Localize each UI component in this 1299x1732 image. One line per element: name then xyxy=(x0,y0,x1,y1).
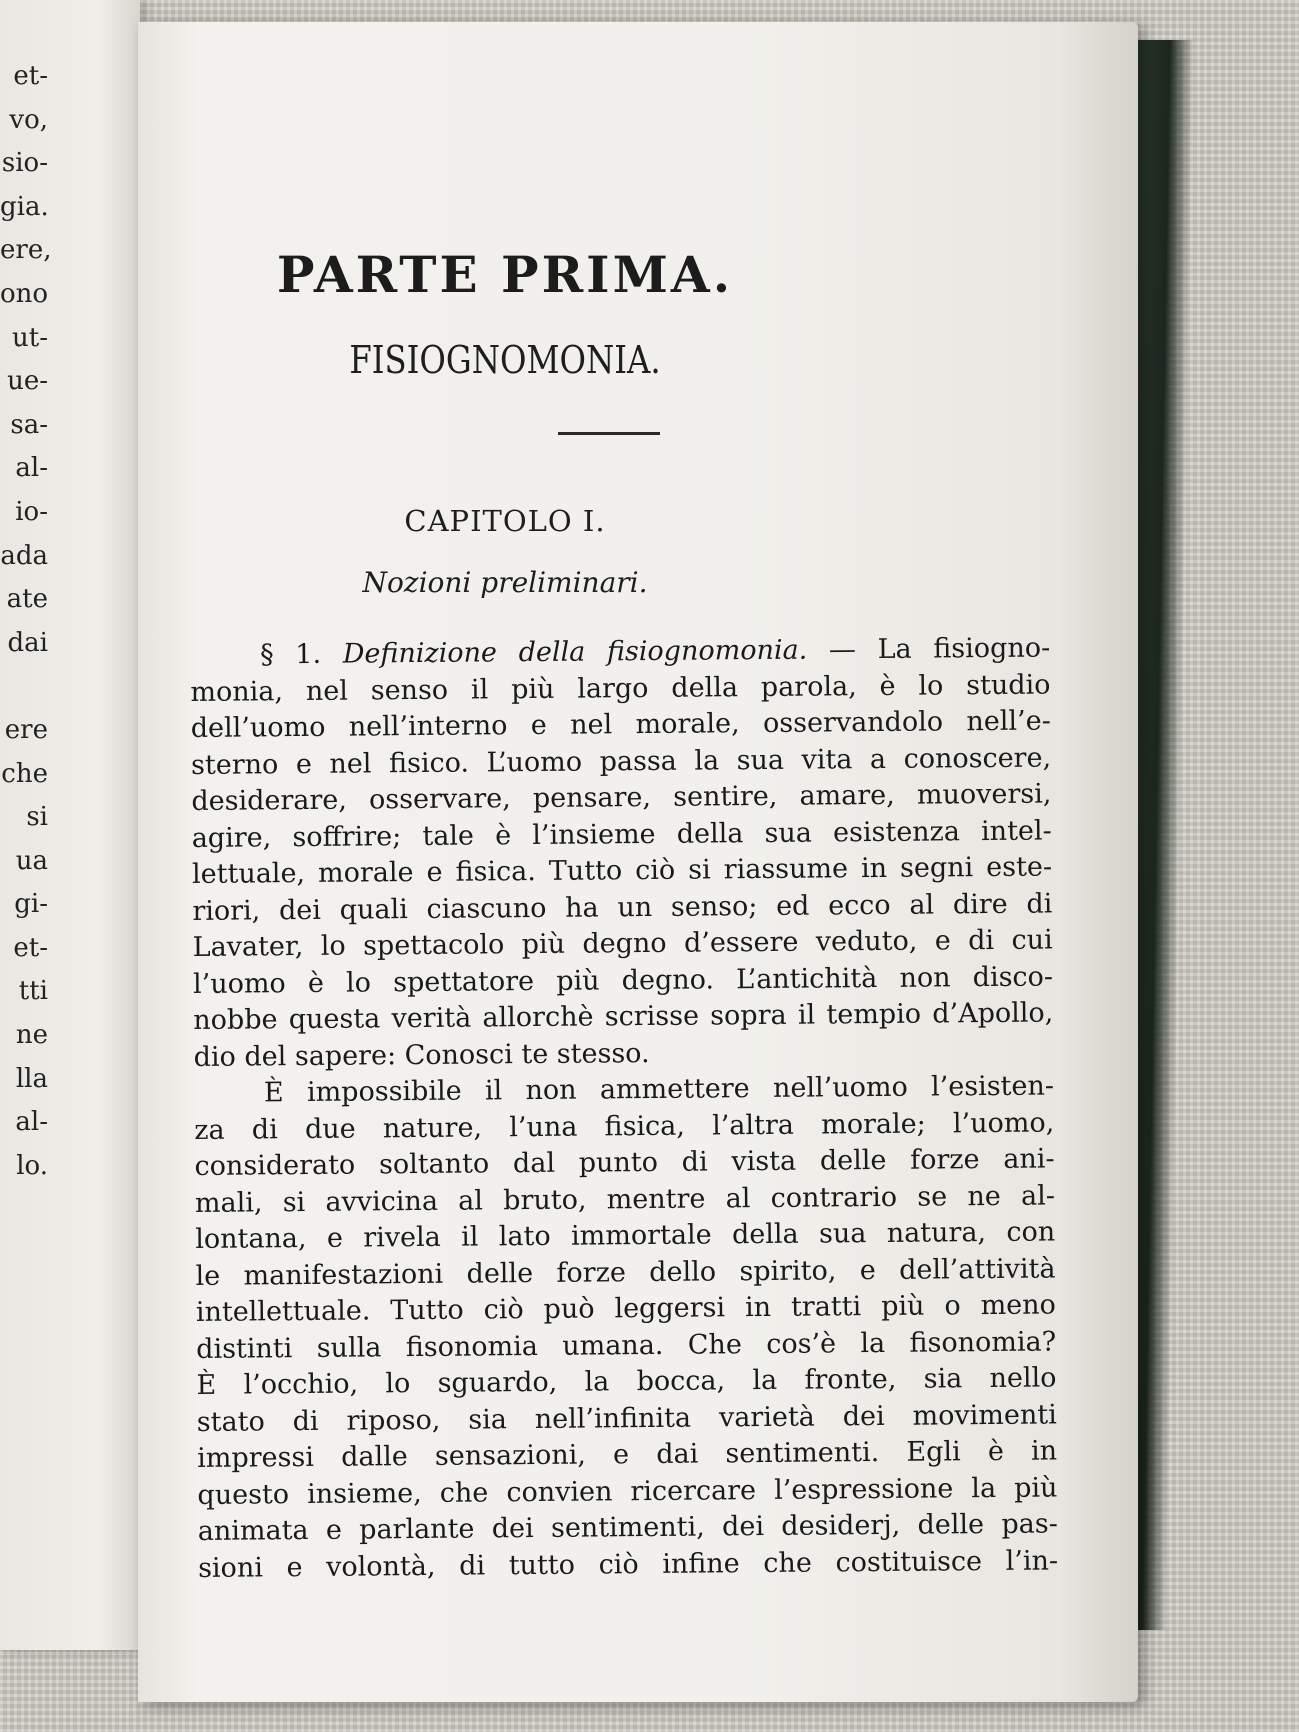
left-fragment: dai xyxy=(7,627,48,658)
text-line: animata e parlante dei sentimenti, dei desiderj, delle pas- xyxy=(197,1508,1058,1547)
left-fragment: ada xyxy=(0,540,48,571)
left-fragment: lo. xyxy=(16,1150,48,1181)
text-line: Lavater, lo spettacolo più degno d’essere veduto, e di cui xyxy=(192,924,1053,963)
text-line: mali, si avvicina al bruto, mentre al contrario se ne al- xyxy=(194,1179,1056,1219)
text-line: l’uomo è lo spettatore più degno. L’antichità non disco- xyxy=(192,960,1054,1000)
text-line: sterno e nel fisico. L’uomo passa la sua vita a conoscere, xyxy=(190,741,1052,781)
left-fragment: ut- xyxy=(12,322,48,353)
chapter-heading: CAPITOLO I. xyxy=(404,504,606,538)
left-fragment xyxy=(0,665,48,709)
text-line: È l’occhio, lo sguardo, la bocca, la fronte, sia nello xyxy=(196,1362,1057,1401)
left-fragment: sio- xyxy=(1,148,48,179)
text-line: considerato soltanto dal punto di vista delle forze ani- xyxy=(194,1143,1055,1182)
left-page-text-fragments xyxy=(0,55,52,1188)
left-fragment: ne xyxy=(15,1020,48,1051)
left-fragment: io- xyxy=(15,496,48,527)
left-fragment: gi- xyxy=(14,889,48,920)
left-fragment: ere xyxy=(4,714,48,745)
text-line: sioni e volontà, di tutto ciò infine che costituisce l’in- xyxy=(197,1544,1059,1584)
text-line: lontana, e rivela il lato immortale della sua natura, con xyxy=(195,1216,1056,1255)
text-line: monia, nel senso il più largo della parola, è lo studio xyxy=(190,668,1051,708)
left-fragment: et- xyxy=(13,932,48,963)
left-fragment: al- xyxy=(15,453,48,484)
left-fragment: ono xyxy=(0,278,49,309)
section-label: § 1. xyxy=(260,638,322,671)
left-fragment: lla xyxy=(15,1063,48,1094)
text-line: agire, soffrire; tale è l’insieme della sua esistenza intel- xyxy=(191,814,1052,854)
text-line: distinti sulla fisonomia umana. Che cos’è la fisonomia? xyxy=(196,1325,1057,1365)
text-line: desiderare, osservare, pensare, sentire, amare, muoversi, xyxy=(191,778,1052,817)
title-rule xyxy=(558,432,660,435)
left-fragment: si xyxy=(26,802,48,833)
part-subtitle: FISIOGNOMONIA. xyxy=(349,338,661,382)
text-line: nobbe questa verità allorchè scrisse sopra il tempio d’Apollo, xyxy=(193,997,1054,1036)
left-fragment: al- xyxy=(15,1107,48,1138)
chapter-subtitle: Nozioni preliminari. xyxy=(362,566,648,599)
text-line: intellettuale. Tutto ciò può leggersi in tratti più o meno xyxy=(195,1289,1056,1328)
text-line: riori, dei quali ciascuno ha un senso; ed ecco al dire di xyxy=(192,887,1053,927)
left-fragment: et- xyxy=(13,61,48,91)
text-line: dell’uomo nell’interno e nel morale, osservandolo nell’e- xyxy=(190,705,1051,744)
section-lead: — La fisiogno- xyxy=(828,632,1051,666)
text-line: stato di riposo, sia nell’infinita varietà dei movimenti xyxy=(196,1398,1057,1438)
left-fragment: ate xyxy=(6,584,48,615)
left-fragment: che xyxy=(1,758,48,789)
left-fragment: vo, xyxy=(9,104,48,135)
part-title: PARTE PRIMA. xyxy=(276,245,734,304)
left-fragment: ue- xyxy=(7,366,48,397)
left-fragment: ere, xyxy=(0,235,52,266)
text-line: impressi dalle sensazioni, e dai sentimenti. Egli è in xyxy=(197,1435,1058,1474)
text-line: lettuale, morale e fisica. Tutto ciò si riassume in segni este- xyxy=(191,851,1053,890)
left-fragment: gia. xyxy=(0,191,49,222)
text-line: le manifestazioni delle forze dello spirito, e dell’attività xyxy=(195,1252,1056,1292)
text-line: za di due nature, l’una fisica, l’altra morale; l’uomo, xyxy=(194,1106,1055,1146)
left-fragment: sa- xyxy=(10,409,48,440)
text-line: È impossibile il non ammettere nell’uomo l’esisten- xyxy=(263,1070,1055,1109)
text-line: questo insieme, che convien ricercare l’espressione la più xyxy=(197,1471,1058,1511)
body-text xyxy=(190,630,1058,1586)
text-line: dio del sapere: Conosci te stesso. xyxy=(193,1037,650,1073)
section-heading: Definizione della fisiognomonia. xyxy=(342,634,808,670)
left-fragment: ua xyxy=(15,845,48,876)
left-fragment: tti xyxy=(18,976,48,1007)
